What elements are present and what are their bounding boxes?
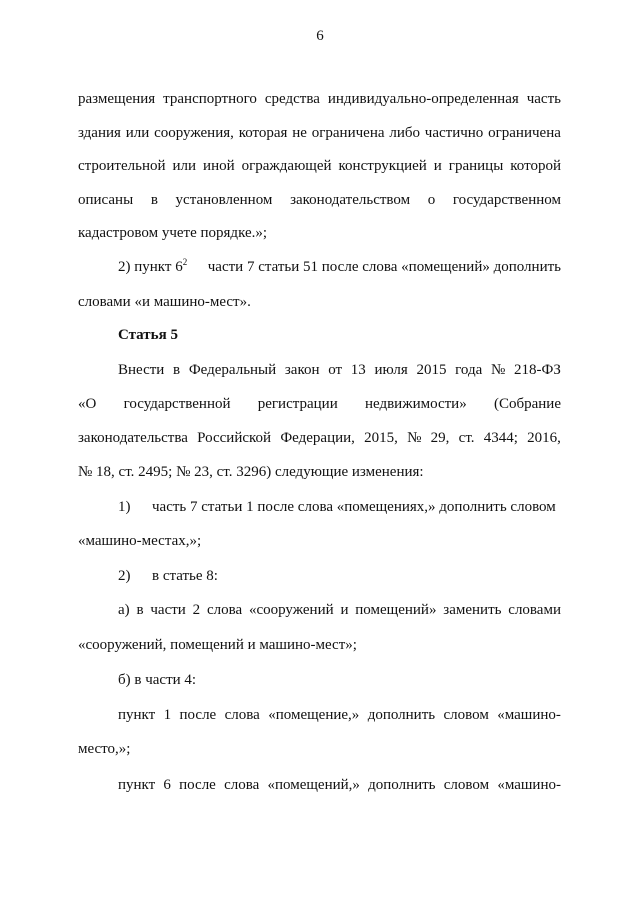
paragraph-line: словами «и машино-мест». — [78, 294, 251, 310]
word: средства — [264, 91, 320, 107]
word: июля — [374, 362, 408, 378]
word: установленном — [175, 192, 273, 208]
word: которая — [238, 125, 288, 141]
word: пункт — [118, 777, 156, 793]
word: года — [455, 362, 483, 378]
word: в — [150, 192, 158, 208]
word: недвижимости» — [364, 396, 467, 412]
word: и — [340, 602, 349, 618]
word: сооружения, — [154, 125, 234, 141]
word: которой — [510, 158, 561, 174]
word: о — [427, 192, 436, 208]
word: законодательством — [290, 192, 411, 208]
word: 1 — [163, 707, 172, 723]
superscript: 2 — [182, 257, 188, 267]
paragraph-line — [118, 361, 561, 379]
paragraph-line: № 18, ст. 2495; № 23, ст. 3296) следующие изменения: — [78, 464, 424, 480]
word: частично — [424, 125, 484, 141]
list-number: 1) — [118, 499, 131, 515]
word: «О — [78, 396, 97, 412]
line-text: часть 7 статьи 1 после слова «помещениях,» дополнить словом — [152, 499, 556, 515]
word: индивидуально-определенная — [327, 91, 519, 107]
word: «помещение,» — [268, 707, 360, 723]
word: словом — [443, 707, 489, 723]
list-number: 2) — [118, 568, 131, 584]
line-text: части 7 статьи 51 после слова «помещений» дополнить — [204, 259, 561, 275]
word: Федеральный — [188, 362, 277, 378]
word: заменить — [443, 602, 502, 618]
word: Внести — [118, 362, 165, 378]
paragraph-line — [78, 191, 561, 209]
word: помещений» — [355, 602, 437, 618]
list-item-line — [118, 498, 556, 516]
word: закон — [284, 362, 320, 378]
word: 2015 — [416, 362, 447, 378]
word: либо — [389, 125, 420, 141]
word: строительной — [78, 158, 166, 174]
word: государственном — [452, 192, 561, 208]
word: часть — [526, 91, 561, 107]
word: в — [173, 362, 181, 378]
line-text: 2) пункт 6 — [118, 259, 183, 275]
word: словами — [508, 602, 561, 618]
paragraph-line — [118, 776, 561, 794]
word: 13 — [350, 362, 366, 378]
word: ограничена — [488, 125, 561, 141]
word: дополнить — [368, 777, 436, 793]
word: ограничена — [311, 125, 385, 141]
paragraph-line — [78, 124, 561, 142]
word: слова — [224, 707, 260, 723]
word: 29, — [430, 430, 450, 446]
word: Российской — [197, 430, 272, 446]
article-heading: Статья 5 — [118, 327, 178, 343]
paragraph-line — [78, 90, 561, 108]
paragraph-line: «машино-местах,»; — [78, 533, 202, 549]
word: части — [150, 602, 186, 618]
word: регистрации — [257, 396, 338, 412]
paragraph-line — [78, 395, 561, 413]
word: или — [125, 125, 150, 141]
word: 2016, — [527, 430, 561, 446]
word: № — [407, 430, 422, 446]
word: или — [172, 158, 197, 174]
paragraph-line — [118, 601, 561, 619]
word: не — [292, 125, 307, 141]
word: иной — [203, 158, 235, 174]
word: словом — [443, 777, 490, 793]
word: описаны — [78, 192, 134, 208]
paragraph-line: б) в части 4: — [118, 672, 197, 688]
list-item-line — [118, 567, 218, 585]
word: 218-ФЗ — [514, 362, 561, 378]
word: «машино- — [497, 707, 561, 723]
paragraph-line — [78, 157, 561, 175]
word: в — [136, 602, 144, 618]
word: 2 — [192, 602, 201, 618]
word: 2015, — [364, 430, 398, 446]
word: границы — [448, 158, 504, 174]
word: после — [179, 707, 217, 723]
word: от — [328, 362, 343, 378]
paragraph-line — [118, 706, 561, 724]
page-number: 6 — [316, 28, 324, 44]
word: «сооружений — [248, 602, 334, 618]
word: дополнить — [367, 707, 436, 723]
paragraph-line — [78, 429, 561, 447]
word: 6 — [163, 777, 171, 793]
word: Федерации, — [280, 430, 355, 446]
word: «помещений,» — [267, 777, 360, 793]
word: государственной — [123, 396, 231, 412]
word: «машино- — [497, 777, 561, 793]
word: после — [179, 777, 216, 793]
word: здания — [78, 125, 121, 141]
paragraph-line — [118, 258, 561, 276]
paragraph-line: кадастровом учете порядке.»; — [78, 225, 268, 241]
word: слова — [206, 602, 243, 618]
paragraph-line: место,»; — [78, 741, 131, 757]
word: 4344; — [483, 430, 518, 446]
word: ст. — [458, 430, 475, 446]
word: и — [433, 158, 442, 174]
line-text: в статье 8: — [152, 568, 218, 584]
word: № — [490, 362, 506, 378]
word: пункт — [118, 707, 156, 723]
word: (Собрание — [493, 396, 561, 412]
line-part — [118, 258, 187, 276]
word: слова — [224, 777, 260, 793]
word: конструкцией — [338, 158, 427, 174]
word: законодательства — [78, 430, 188, 446]
word: транспортного — [163, 91, 257, 107]
word: а) — [118, 602, 130, 618]
paragraph-line: «сооружений, помещений и машино-мест»; — [78, 637, 357, 653]
word: размещения — [78, 91, 156, 107]
word: ограждающей — [241, 158, 332, 174]
